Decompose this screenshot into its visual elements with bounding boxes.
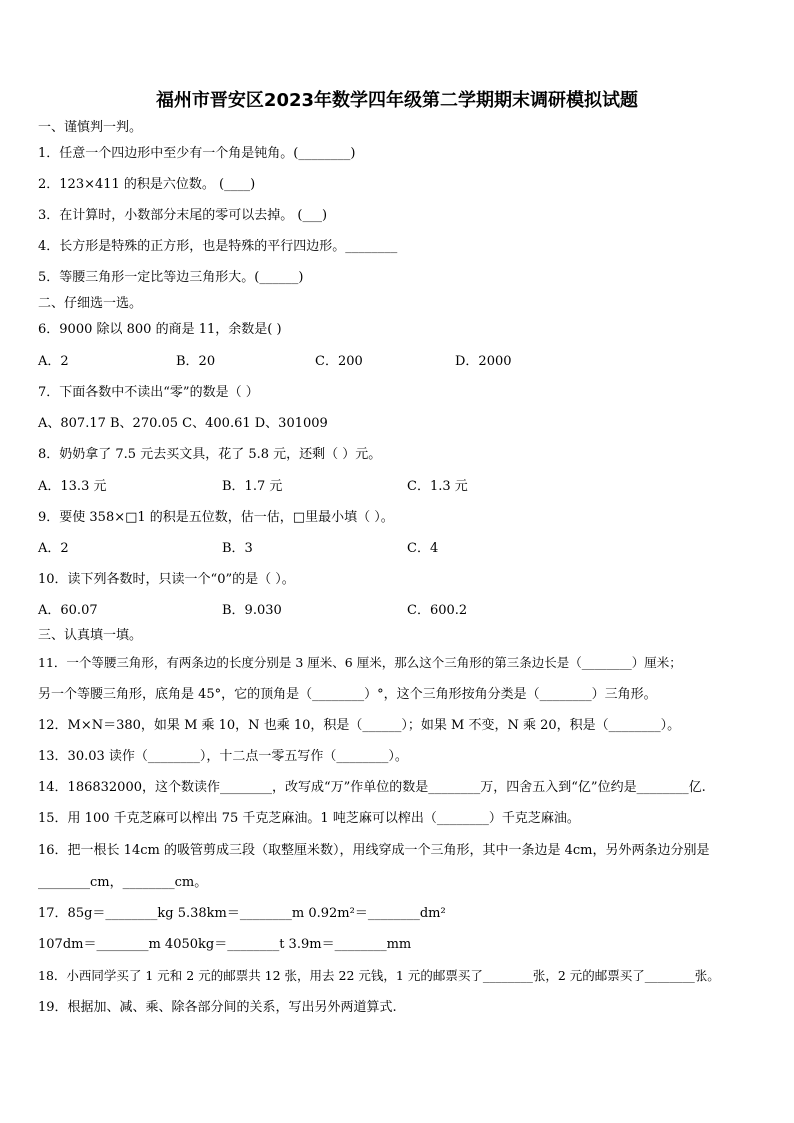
q6-option-c: C．200 [315,354,363,369]
q6-option-a: A．2 [38,354,69,369]
question-7: 7．下面各数中不读出“零”的数是（ ） [38,385,259,400]
question-14: 14．186832000，这个数读作________，改写成“万”作单位的数是________万，四舍五入到“亿”位约是________亿. [38,780,706,795]
section-heading-judge: 一、谨慎判一判。 [38,120,143,135]
q6-option-d: D．2000 [455,354,512,369]
q8-option-b: B．1.7 元 [222,479,283,494]
question-3: 3．在计算时，小数部分末尾的零可以去掉。 (___) [38,208,328,223]
question-15: 15．用 100 千克芝麻可以榨出 75 千克芝麻油。1 吨芝麻可以榨出（________）千克芝麻油。 [38,811,580,826]
q10-option-b: B．9.030 [222,603,282,618]
question-10: 10．读下列各数时，只读一个“0”的是（ ）。 [38,572,295,587]
question-17-line-1: 17．85g＝________kg 5.38km＝________m 0.92m²＝________dm² [38,906,446,921]
question-19: 19．根据加、减、乘、除各部分间的关系，写出另外两道算式. [38,1000,397,1015]
section-heading-choose: 二、仔细选一选。 [38,296,143,311]
section-heading-fill: 三、认真填一填。 [38,628,143,643]
question-1: 1．任意一个四边形中至少有一个角是钝角。(________) [38,146,356,161]
question-9: 9．要使 358×□1 的积是五位数，估一估，□里最小填（ ）。 [38,510,394,525]
question-12: 12．M×N＝380，如果 M 乘 10，N 也乘 10，积是（______）；如果 M 不变，N 乘 20，积是（________）。 [38,718,681,733]
question-5: 5．等腰三角形一定比等边三角形大。(______) [38,270,304,285]
question-4: 4．长方形是特殊的正方形，也是特殊的平行四边形。________ [38,239,398,254]
question-11-line-2: 另一个等腰三角形，底角是 45°，它的顶角是（________）°，这个三角形按角分类是（________）三角形。 [38,687,657,702]
question-16-line-2: ________cm，________cm。 [38,875,208,890]
q9-option-c: C．4 [407,541,439,556]
question-13: 13．30.03 读作（________），十二点一零五写作（________）。 [38,749,408,764]
q7-options: A、807.17 B、270.05 C、400.61 D、301009 [38,416,328,431]
question-2: 2．123×411 的积是六位数。 (____) [38,177,256,192]
q10-option-c: C．600.2 [407,603,468,618]
question-18: 18．小西同学买了 1 元和 2 元的邮票共 12 张，用去 22 元钱，1 元的邮票买了________张，2 元的邮票买了________张。 [38,968,720,983]
q9-option-a: A．2 [38,541,69,556]
q8-option-a: A．13.3 元 [38,479,107,494]
q6-option-b: B．20 [176,354,216,369]
question-6: 6．9000 除以 800 的商是 11，余数是( ) [38,322,282,337]
question-8: 8．奶奶拿了 7.5 元去买文具，花了 5.8 元，还剩（ ）元。 [38,447,382,462]
page-title: 福州市晋安区2023年数学四年级第二学期期末调研模拟试题 [155,90,639,111]
question-17-line-2: 107dm＝________m 4050kg＝________t 3.9m＝________mm [38,937,412,952]
question-16-line-1: 16．把一根长 14cm 的吸管剪成三段（取整厘米数），用线穿成一个三角形，其中一条边是 4cm，另外两条边分别是 [38,843,710,858]
q8-option-c: C．1.3 元 [407,479,468,494]
question-11-line-1: 11．一个等腰三角形，有两条边的长度分别是 3 厘米、6 厘米，那么这个三角形的第三条边长是（________）厘米； [38,655,682,670]
q9-option-b: B．3 [222,541,253,556]
q10-option-a: A．60.07 [38,603,98,618]
